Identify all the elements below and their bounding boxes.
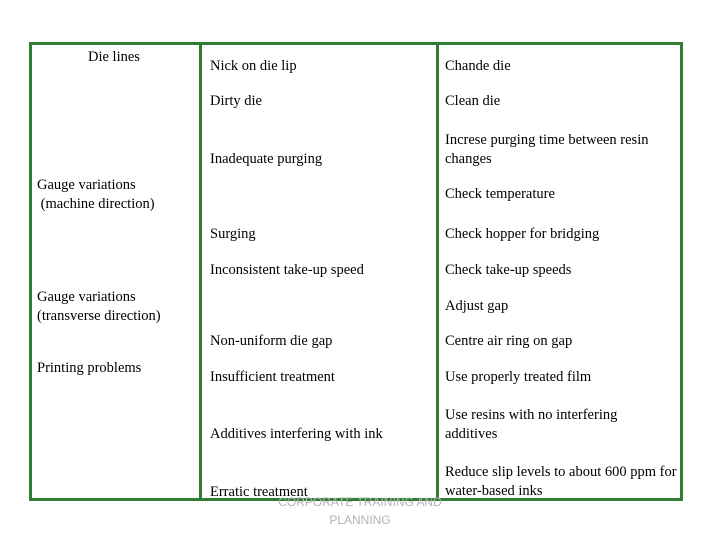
problem-printing: Printing problems (37, 360, 142, 376)
solution-check-take-up: Check take-up speeds (445, 262, 572, 278)
solution-increase-purging: Increse purging time between resin changes (445, 132, 649, 167)
solution-treated-film: Use properly treated film (445, 369, 592, 385)
solution-check-hopper: Check hopper for bridging (445, 226, 600, 242)
solution-adjust-gap: Adjust gap (445, 298, 509, 314)
cause-additives-interfering: Additives interfering with ink (210, 426, 383, 442)
cause-erratic-treatment: Erratic treatment (210, 484, 308, 500)
solution-check-temperature: Check temperature (445, 186, 555, 202)
solution-clean-die: Clean die (445, 93, 501, 109)
column-divider-1 (199, 42, 202, 501)
solution-reduce-slip: Reduce slip levels to about 600 ppm for water-based inks (445, 464, 677, 499)
cause-dirty-die: Dirty die (210, 93, 262, 109)
cause-insufficient-treatment: Insufficient treatment (210, 369, 335, 385)
problem-die-lines: Die lines (88, 49, 140, 65)
cause-non-uniform-die-gap: Non-uniform die gap (210, 333, 333, 349)
cause-inconsistent-take-up: Inconsistent take-up speed (210, 262, 364, 278)
cause-inadequate-purging: Inadequate purging (210, 151, 323, 167)
watermark-text: CORPORATE TRAINING AND PLANNING (278, 495, 442, 527)
column-divider-2 (436, 42, 439, 501)
cause-nick-on-die-lip: Nick on die lip (210, 58, 297, 74)
problem-gauge-transverse: Gauge variations (transverse direction) (37, 289, 161, 324)
solution-centre-air-ring: Centre air ring on gap (445, 333, 573, 349)
problem-gauge-machine: Gauge variations (machine direction) (37, 177, 155, 212)
cause-surging: Surging (210, 226, 256, 242)
solution-resins-no-additives: Use resins with no interfering additives (445, 407, 618, 442)
solution-chande-die: Chande die (445, 58, 511, 74)
